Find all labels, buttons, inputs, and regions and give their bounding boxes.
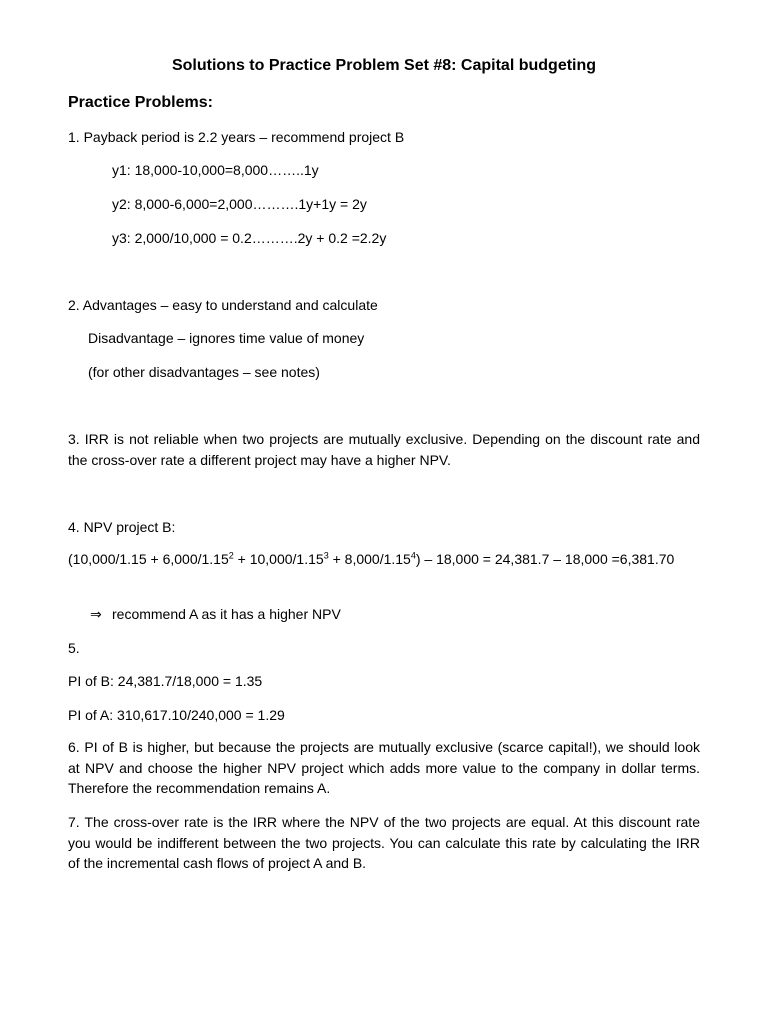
q1-year1-calc: y1: 18,000-10,000=8,000……..1y bbox=[112, 162, 319, 178]
q4-exponent-4: 4 bbox=[410, 550, 416, 561]
q7-answer: 7. The cross-over rate is the IRR where the NPV of the two projects are equal. At this discount rate you would be indifferent between the two projects. You can calculate this rate by calculating the IRR of the incremental cash flows of project A and B. bbox=[68, 814, 700, 871]
q5-pi-b: PI of B: 24,381.7/18,000 = 1.35 bbox=[68, 673, 263, 689]
q1-year2-calc: y2: 8,000-6,000=2,000……….1y+1y = 2y bbox=[112, 196, 367, 212]
q4-label: 4. NPV project B: bbox=[68, 519, 176, 535]
document-title: Solutions to Practice Problem Set #8: Capital budgeting bbox=[171, 57, 597, 74]
q2-advantages: 2. Advantages – easy to understand and calculate bbox=[68, 297, 378, 313]
section-heading: Practice Problems: bbox=[68, 94, 213, 111]
implies-arrow-icon: ⇒ bbox=[90, 606, 102, 622]
q1-answer: 1. Payback period is 2.2 years – recommend project B bbox=[68, 129, 405, 145]
q1-year3-calc: y3: 2,000/10,000 = 0.2……….2y + 0.2 =2.2y bbox=[112, 230, 387, 246]
q4-formula-part4: ) – 18,000 = 24,381.7 – 18,000 =6,381.70 bbox=[415, 551, 675, 567]
q4-exponent-2: 2 bbox=[228, 550, 234, 561]
q4-formula-part1: (10,000/1.15 + 6,000/1.15 bbox=[68, 551, 229, 567]
q4-recommendation bbox=[90, 606, 341, 623]
q5-pi-a: PI of A: 310,617.10/240,000 = 1.29 bbox=[68, 707, 285, 723]
q4-recommendation-text: recommend A as it has a higher NPV bbox=[112, 606, 341, 622]
q2-disadvantage: Disadvantage – ignores time value of money bbox=[88, 330, 365, 346]
q4-formula-part3: + 8,000/1.15 bbox=[328, 551, 411, 567]
q5-label: 5. bbox=[68, 640, 80, 656]
q3-answer: 3. IRR is not reliable when two projects are mutually exclusive. Depending on the discount rate and the cross-over rate a different project may have a higher NPV. bbox=[68, 431, 700, 468]
q4-exponent-3: 3 bbox=[323, 550, 329, 561]
q2-other-note: (for other disadvantages – see notes) bbox=[88, 364, 320, 380]
q6-answer: 6. PI of B is higher, but because the projects are mutually exclusive (scarce capital!), we should look at NPV and choose the higher NPV project which adds more value to the company in dollar terms. Therefore the recommendation remains A. bbox=[68, 739, 700, 796]
q4-formula-part2: + 10,000/1.15 bbox=[233, 551, 324, 567]
q4-npv-formula bbox=[68, 549, 700, 570]
